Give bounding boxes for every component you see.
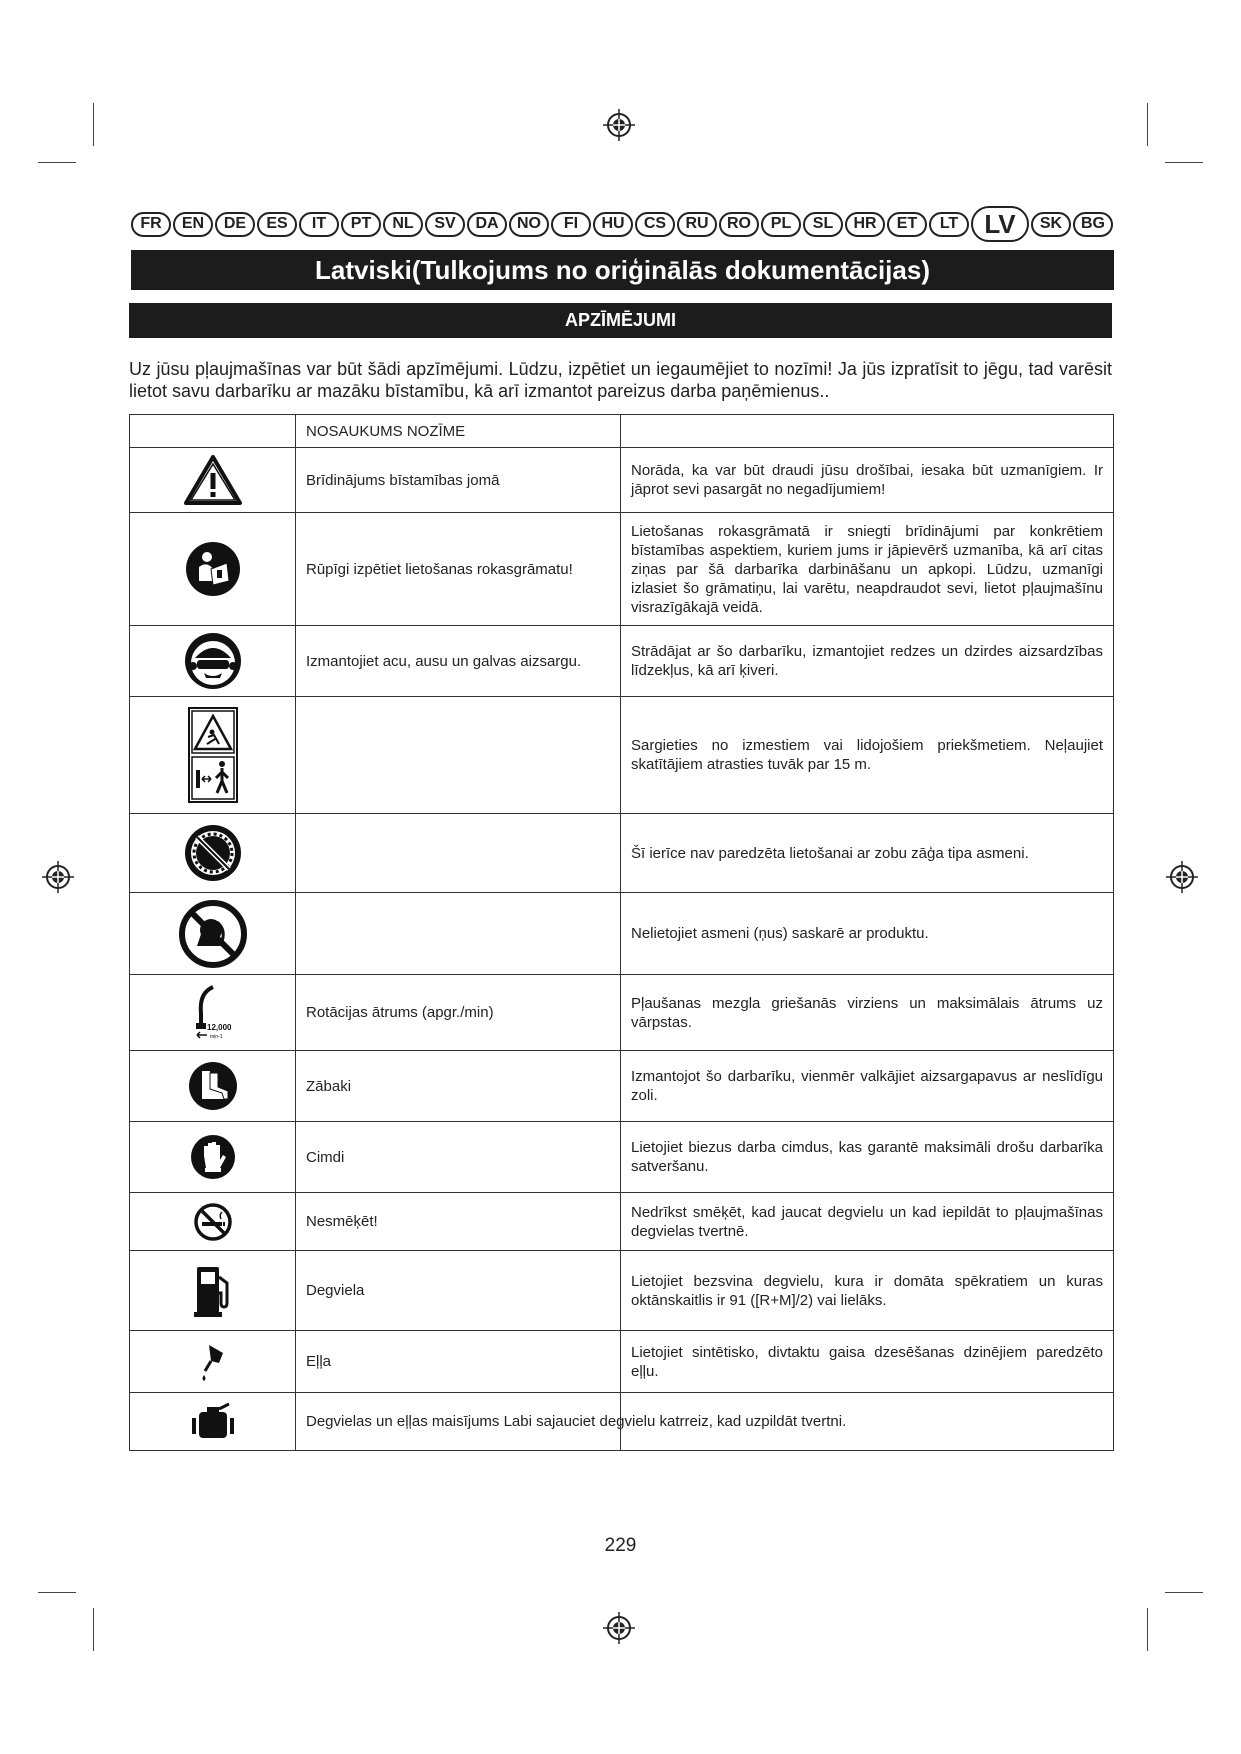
table-row: [130, 893, 1114, 975]
language-tab-en[interactable]: EN: [173, 212, 213, 237]
row-name: Nesmēķēt!: [296, 1193, 621, 1251]
row-name: Rotācijas ātrums (apgr./min): [296, 975, 621, 1051]
language-tab-lv-active[interactable]: LV: [971, 206, 1029, 242]
no-saw-blade-icon: [183, 823, 243, 883]
page-number: 229: [604, 1535, 637, 1556]
crop-mark: [1165, 162, 1203, 163]
symbols-table: [129, 414, 1114, 1451]
table-header-row: [130, 415, 1114, 448]
read-manual-icon: [185, 541, 241, 597]
oil-icon: [195, 1339, 231, 1385]
crop-mark: [93, 103, 94, 146]
table-row: [130, 814, 1114, 893]
row-description: Lietošanas rokasgrāmatā ir sniegti brīdinājumi par konkrētiem bīstamības aspektiem, kuriem jums ir jāpievērš uzmanība, kā arī citas ziņas par šā darbarīka darbināšanu un apkopi. Lūdzu, uzmanīgi izlasiet šo grāmatiņu, lai varētu, neapdraudot sevi, lietot pļaujmašīnu visrazīgākajā veidā.: [621, 513, 1114, 626]
table-row: [130, 697, 1114, 814]
thrown-objects-distance-icon: [187, 706, 239, 804]
table-row: [130, 448, 1114, 513]
section-title: APZĪMĒJUMI: [129, 303, 1112, 338]
row-description: Šī ierīce nav paredzēta lietošanai ar zobu zāģa tipa asmeni.: [621, 814, 1114, 893]
language-tab-sk[interactable]: SK: [1031, 212, 1071, 237]
boots-icon: [188, 1061, 238, 1111]
language-tab-hr[interactable]: HR: [845, 212, 885, 237]
intro-paragraph: Uz jūsu pļaujmašīnas var būt šādi apzīmējumi. Lūdzu, izpētiet un iegaumējiet to nozīmi! Ja jūs izpratīsit to jēgu, tad varēsit lietot savu darbarīku ar mazāku bīstamību, kā arī izmantot pareizus darba paņēmienus..: [129, 359, 1112, 401]
table-row: [130, 1331, 1114, 1393]
no-smoking-icon: [193, 1202, 233, 1242]
row-name: [296, 697, 621, 814]
crop-mark: [38, 1592, 76, 1593]
row-name: [296, 814, 621, 893]
row-name: Izmantojiet acu, ausu un galvas aizsargu.: [296, 626, 621, 697]
table-row: [130, 1051, 1114, 1122]
warning-triangle-icon: [183, 454, 243, 506]
table-row: [130, 975, 1114, 1051]
language-tab-nl[interactable]: NL: [383, 212, 423, 237]
row-name: Eļļa: [296, 1331, 621, 1393]
language-tab-ru[interactable]: RU: [677, 212, 717, 237]
row-description: Nelietojiet asmeni (ņus) saskarē ar produktu.: [621, 893, 1114, 975]
language-tab-fr[interactable]: FR: [131, 212, 171, 237]
language-selector: [131, 206, 1113, 242]
table-row: [130, 1393, 1114, 1451]
language-tab-pl[interactable]: PL: [761, 212, 801, 237]
gloves-icon: [190, 1134, 236, 1180]
row-name: Brīdinājums bīstamības jomā: [296, 448, 621, 513]
language-tab-de[interactable]: DE: [215, 212, 255, 237]
registration-mark-icon: [1165, 860, 1199, 894]
crop-mark: [1147, 103, 1148, 146]
language-tab-cs[interactable]: CS: [635, 212, 675, 237]
language-tab-da[interactable]: DA: [467, 212, 507, 237]
table-header: NOSAUKUMS NOZĪME: [296, 415, 621, 448]
table-row: [130, 1193, 1114, 1251]
row-description: Strādājat ar šo darbarīku, izmantojiet redzes un dzirdes aizsardzības līdzekļus, kā arī ķiveri.: [621, 626, 1114, 697]
language-tab-no[interactable]: NO: [509, 212, 549, 237]
fuel-pump-icon: [191, 1263, 235, 1319]
language-tab-es[interactable]: ES: [257, 212, 297, 237]
language-tab-lt[interactable]: LT: [929, 212, 969, 237]
language-tab-sv[interactable]: SV: [425, 212, 465, 237]
row-name: Zābaki: [296, 1051, 621, 1122]
no-blade-contact-icon: [179, 900, 247, 968]
language-tab-hu[interactable]: HU: [593, 212, 633, 237]
row-name: Rūpīgi izpētiet lietošanas rokasgrāmatu!: [296, 513, 621, 626]
row-description: Pļaušanas mezgla griešanās virziens un maksimālais ātrums uz vārpstas.: [621, 975, 1114, 1051]
language-tab-it[interactable]: IT: [299, 212, 339, 237]
registration-mark-icon: [602, 1611, 636, 1645]
row-description: Izmantojot šo darbarīku, vienmēr valkājiet aizsargapavus ar neslīdīgu zoli.: [621, 1051, 1114, 1122]
row-description: Sargieties no izmestiem vai lidojošiem priekšmetiem. Neļaujiet skatītājiem atrasties tuvāk par 15 m.: [621, 697, 1114, 814]
table-row: [130, 513, 1114, 626]
row-description: Lietojiet sintētisko, divtaktu gaisa dzesēšanas dzinējiem paredzēto eļļu.: [621, 1331, 1114, 1393]
table-row: [130, 1251, 1114, 1331]
row-description: Lietojiet biezus darba cimdus, kas garantē maksimāli drošu darbarīka satveršanu.: [621, 1122, 1114, 1193]
fuel-oil-mix-icon: [187, 1402, 239, 1442]
row-name: Degviela: [296, 1251, 621, 1331]
language-tab-ro[interactable]: RO: [719, 212, 759, 237]
crop-mark: [1147, 1608, 1148, 1651]
rotation-speed-icon: [185, 983, 241, 1043]
fuel-oil-mix-text: Degvielas un eļļas maisījums Labi sajauciet degvielu katrreiz, kad uzpildāt tvertni.: [306, 1413, 847, 1430]
crop-mark: [38, 162, 76, 163]
row-name: [296, 893, 621, 975]
language-tab-fi[interactable]: FI: [551, 212, 591, 237]
column-divider: [620, 1393, 621, 1450]
language-tab-et[interactable]: ET: [887, 212, 927, 237]
crop-mark: [1165, 1592, 1203, 1593]
rotation-speed-value: 12,000: [206, 1022, 231, 1032]
page-title: Latviski(Tulkojums no oriģinālās dokumentācijas): [131, 250, 1114, 290]
crop-mark: [93, 1608, 94, 1651]
row-description: Lietojiet bezsvina degvielu, kura ir domāta spēkratiem un kuras oktānskaitlis ir 91 ([R+M]/2) vai lielāks.: [621, 1251, 1114, 1331]
table-row: [130, 626, 1114, 697]
table-row: [130, 1122, 1114, 1193]
language-tab-bg[interactable]: BG: [1073, 212, 1113, 237]
row-name: Cimdi: [296, 1122, 621, 1193]
row-description: Norāda, ka var būt draudi jūsu drošībai, iesaka būt uzmanīgiem. Ir jāprot sevi pasargāt no negadījumiem!: [621, 448, 1114, 513]
language-tab-pt[interactable]: PT: [341, 212, 381, 237]
rotation-speed-unit: min-1: [209, 1033, 223, 1040]
eye-ear-head-protection-icon: [184, 632, 242, 690]
language-tab-sl[interactable]: SL: [803, 212, 843, 237]
row-description: Nedrīkst smēķēt, kad jaucat degvielu un kad iepildāt to pļaujmašīnas degvielas tvertnē.: [621, 1193, 1114, 1251]
registration-mark-icon: [41, 860, 75, 894]
registration-mark-icon: [602, 108, 636, 142]
